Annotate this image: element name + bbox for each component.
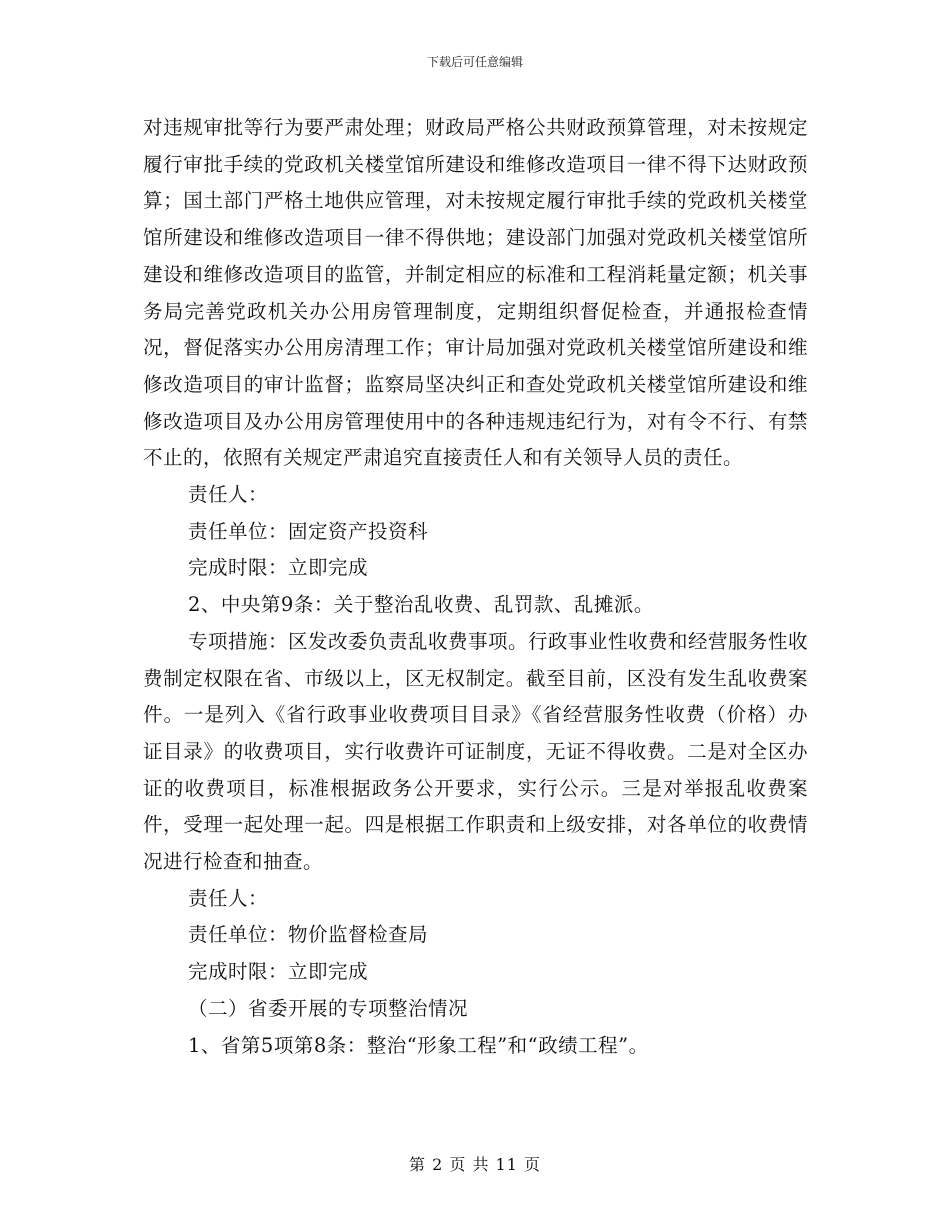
responsible-person-1: 责任人： — [188, 483, 269, 507]
responsible-unit-2: 责任单位：物价监督检查局 — [188, 923, 429, 947]
deadline-2: 完成时限：立即完成 — [188, 960, 369, 984]
section-heading-provincial: （二）省委开展的专项整治情况 — [188, 996, 469, 1020]
deadline-1: 完成时限：立即完成 — [188, 556, 369, 580]
section-heading-provincial-5-8: 1、省第5项第8条：整治“形象工程”和“政绩工程”。 — [188, 1033, 649, 1057]
paragraph-special-measures: 专项措施：区发改委负责乱收费事项。行政事业性收费和经营服务性收费制定权限在省、市级以上，区无权制定。截至目前，区没有发生乱收费案件。一是列入《省行政事业收费项目目录》《省经营服务性收费（价格）办证目录》的收费项目，实行收费许可证制度，无证不得收费。二是对全区办证的收费项目，标准根据政务公开要求，实行公示。三是对举报乱收费案件，受理一起处理一起。四是根据工作职责和上级安排，对各单位的收费情况进行检查和抽查。 — [143, 629, 809, 874]
responsible-person-2: 责任人： — [188, 886, 269, 910]
responsible-unit-1: 责任单位：固定资产投资科 — [188, 519, 429, 543]
document-body — [143, 110, 808, 1064]
page-header: 下载后可任意编辑 — [426, 55, 523, 69]
page-number-footer: 第 2 页 共 11 页 — [409, 1155, 541, 1174]
paragraph-approval-measures: 对违规审批等行为要严肃处理；财政局严格公共财政预算管理，对未按规定履行审批手续的党政机关楼堂馆所建设和维修改造项目一律不得下达财政预算；国土部门严格土地供应管理，对未按规定履行审批手续的党政机关楼堂馆所建设和维修改造项目一律不得供地；建设部门加强对党政机关楼堂馆所建设和维修改造项目的监管，并制定相应的标准和工程消耗量定额；机关事务局完善党政机关办公用房管理制度，定期组织督促检查，并通报检查情况，督促落实办公用房清理工作；审计局加强对党政机关楼堂馆所建设和维修改造项目的审计监督；监察局坚决纠正和查处党政机关楼堂馆所建设和维修改造项目及办公用房管理使用中的各种违规违纪行为，对有令不行、有禁不止的，依照有关规定严肃追究直接责任人和有关领导人员的责任。 — [143, 116, 808, 470]
section-heading-central-9: 2、中央第9条：关于整治乱收费、乱罚款、乱摊派。 — [188, 593, 654, 617]
